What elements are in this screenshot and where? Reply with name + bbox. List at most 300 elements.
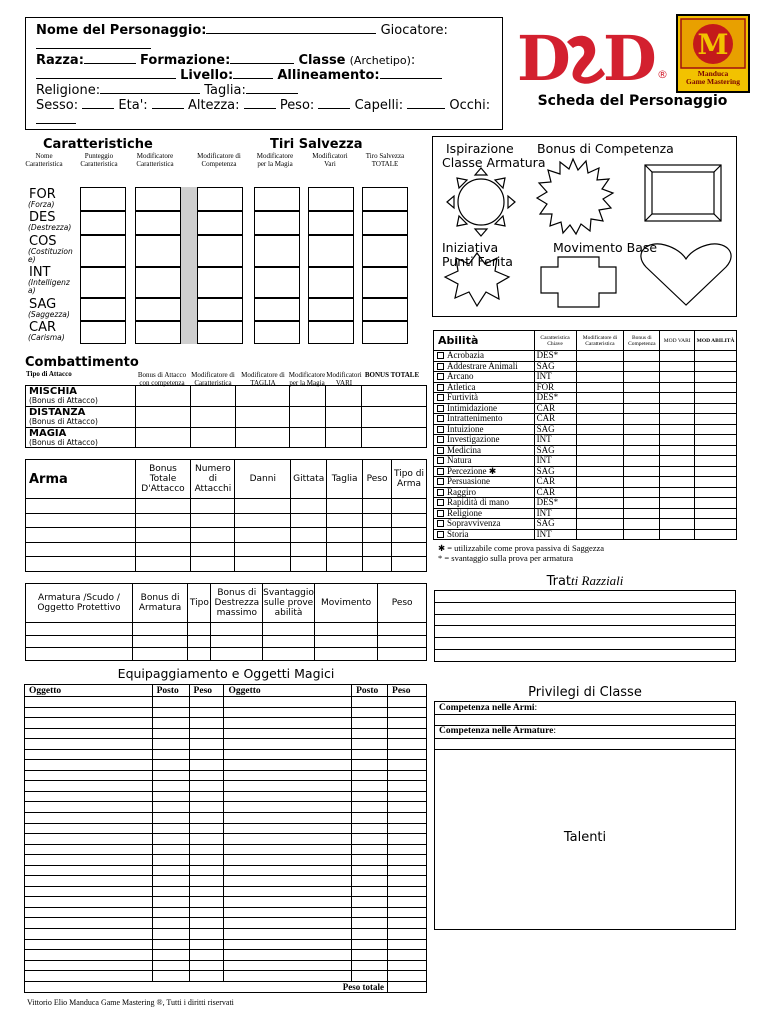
equip-row-cell[interactable]: [189, 929, 224, 940]
equip-row-cell[interactable]: [224, 834, 352, 845]
abilita-value-cell[interactable]: [576, 519, 624, 530]
arma-row-cell[interactable]: [291, 513, 327, 528]
equip-row-cell[interactable]: [25, 791, 153, 802]
equip-row-cell[interactable]: [352, 939, 388, 950]
equip-row-cell[interactable]: [152, 718, 189, 729]
armatura-row-cell[interactable]: [188, 635, 211, 648]
stat-cell-int-5[interactable]: [362, 267, 408, 298]
equip-row-cell[interactable]: [388, 802, 427, 813]
armatura-row-cell[interactable]: [26, 623, 133, 636]
abilita-value-cell[interactable]: [624, 403, 660, 414]
equip-row-cell[interactable]: [25, 907, 153, 918]
equip-row-cell[interactable]: [388, 760, 427, 771]
equip-row-cell[interactable]: [189, 739, 224, 750]
equip-row-cell[interactable]: [352, 876, 388, 887]
abilita-value-cell[interactable]: [695, 498, 737, 509]
arma-row-cell[interactable]: [191, 528, 235, 543]
armatura-row-cell[interactable]: [132, 635, 187, 648]
equip-row-cell[interactable]: [152, 897, 189, 908]
razza-field[interactable]: [84, 53, 136, 64]
stat-cell-for-4[interactable]: [308, 187, 354, 211]
tratto-row-cell[interactable]: [435, 602, 736, 614]
stat-cell-for-3[interactable]: [254, 187, 300, 211]
arma-row-cell[interactable]: [363, 499, 392, 514]
tratto-row-cell[interactable]: [435, 614, 736, 626]
arma-row-cell[interactable]: [135, 528, 191, 543]
equip-row-cell[interactable]: [25, 707, 153, 718]
equip-row-cell[interactable]: [189, 813, 224, 824]
equip-row-cell[interactable]: [25, 718, 153, 729]
equip-row-cell[interactable]: [388, 697, 427, 708]
abilita-value-cell[interactable]: [660, 529, 695, 540]
equip-row-cell[interactable]: [152, 844, 189, 855]
abilita-value-cell[interactable]: [624, 498, 660, 509]
combattimento-value-cell[interactable]: [326, 407, 362, 428]
equip-row-cell[interactable]: [152, 770, 189, 781]
equip-row-cell[interactable]: [152, 739, 189, 750]
equip-row-cell[interactable]: [189, 960, 224, 971]
stat-cell-car-4[interactable]: [308, 321, 354, 344]
equip-row-cell[interactable]: [152, 749, 189, 760]
abilita-checkbox[interactable]: [437, 468, 444, 475]
combattimento-value-cell[interactable]: [235, 386, 290, 407]
abilita-checkbox[interactable]: [437, 415, 444, 422]
equip-row-cell[interactable]: [189, 918, 224, 929]
capelli-field[interactable]: [407, 98, 445, 109]
sesso-field[interactable]: [82, 98, 114, 109]
arma-row-cell[interactable]: [235, 557, 291, 572]
armatura-row-cell[interactable]: [26, 635, 133, 648]
arma-row-cell[interactable]: [392, 499, 427, 514]
armatura-row-cell[interactable]: [263, 623, 315, 636]
equip-row-cell[interactable]: [25, 939, 153, 950]
abilita-checkbox[interactable]: [437, 489, 444, 496]
armatura-row-cell[interactable]: [211, 635, 263, 648]
equip-row-cell[interactable]: [224, 844, 352, 855]
armatura-row-cell[interactable]: [378, 623, 427, 636]
abilita-value-cell[interactable]: [576, 487, 624, 498]
abilita-value-cell[interactable]: [624, 424, 660, 435]
equip-row-cell[interactable]: [224, 813, 352, 824]
stat-cell-car-3[interactable]: [254, 321, 300, 344]
arma-row-cell[interactable]: [191, 513, 235, 528]
armatura-row-cell[interactable]: [314, 635, 377, 648]
equip-row-cell[interactable]: [152, 971, 189, 982]
combattimento-value-cell[interactable]: [290, 428, 326, 448]
armatura-row-cell[interactable]: [188, 648, 211, 661]
stat-cell-cos-2[interactable]: [197, 235, 243, 267]
arma-row-cell[interactable]: [327, 513, 363, 528]
equip-row-cell[interactable]: [189, 865, 224, 876]
equip-row-cell[interactable]: [352, 855, 388, 866]
abilita-value-cell[interactable]: [660, 424, 695, 435]
combattimento-value-cell[interactable]: [135, 386, 190, 407]
abilita-value-cell[interactable]: [624, 435, 660, 446]
arma-row-cell[interactable]: [327, 542, 363, 557]
equip-row-cell[interactable]: [224, 960, 352, 971]
abilita-value-cell[interactable]: [576, 445, 624, 456]
equip-row-cell[interactable]: [388, 770, 427, 781]
stat-cell-des-0[interactable]: [80, 211, 126, 235]
equip-row-cell[interactable]: [224, 749, 352, 760]
abilita-value-cell[interactable]: [660, 477, 695, 488]
stat-cell-car-2[interactable]: [197, 321, 243, 344]
star-icon[interactable]: [445, 253, 509, 306]
equip-row-cell[interactable]: [189, 876, 224, 887]
equip-row-cell[interactable]: [352, 823, 388, 834]
combattimento-value-cell[interactable]: [362, 428, 427, 448]
combattimento-value-cell[interactable]: [135, 407, 190, 428]
stat-cell-car-1[interactable]: [135, 321, 181, 344]
abilita-value-cell[interactable]: [624, 487, 660, 498]
stat-cell-for-1[interactable]: [135, 187, 181, 211]
stat-cell-sag-4[interactable]: [308, 298, 354, 321]
abilita-checkbox[interactable]: [437, 520, 444, 527]
equip-row-cell[interactable]: [152, 918, 189, 929]
abilita-value-cell[interactable]: [624, 445, 660, 456]
equip-row-cell[interactable]: [388, 855, 427, 866]
equip-row-cell[interactable]: [152, 876, 189, 887]
arma-row-cell[interactable]: [191, 542, 235, 557]
equip-row-cell[interactable]: [388, 971, 427, 982]
arma-row-cell[interactable]: [26, 513, 136, 528]
equip-row-cell[interactable]: [25, 834, 153, 845]
equip-row-cell[interactable]: [189, 749, 224, 760]
abilita-checkbox[interactable]: [437, 384, 444, 391]
arma-row-cell[interactable]: [327, 557, 363, 572]
nome-field[interactable]: [206, 23, 376, 34]
equip-row-cell[interactable]: [224, 718, 352, 729]
equip-row-cell[interactable]: [352, 697, 388, 708]
abilita-value-cell[interactable]: [695, 414, 737, 425]
tratto-row-cell[interactable]: [435, 626, 736, 638]
equip-row-cell[interactable]: [189, 855, 224, 866]
abilita-value-cell[interactable]: [624, 382, 660, 393]
combattimento-value-cell[interactable]: [190, 386, 235, 407]
equip-row-cell[interactable]: [25, 865, 153, 876]
equip-row-cell[interactable]: [388, 718, 427, 729]
equip-row-cell[interactable]: [224, 939, 352, 950]
abilita-checkbox[interactable]: [437, 363, 444, 370]
stat-cell-for-5[interactable]: [362, 187, 408, 211]
equip-row-cell[interactable]: [152, 823, 189, 834]
arma-row-cell[interactable]: [235, 499, 291, 514]
combattimento-value-cell[interactable]: [190, 428, 235, 448]
equip-row-cell[interactable]: [388, 813, 427, 824]
livello-field[interactable]: [233, 68, 273, 79]
arma-row-cell[interactable]: [327, 499, 363, 514]
equip-row-cell[interactable]: [224, 707, 352, 718]
abilita-value-cell[interactable]: [576, 403, 624, 414]
armatura-row-cell[interactable]: [211, 623, 263, 636]
arma-row-cell[interactable]: [135, 499, 191, 514]
armatura-row-cell[interactable]: [211, 648, 263, 661]
starburst-icon[interactable]: [537, 159, 613, 234]
equip-row-cell[interactable]: [189, 760, 224, 771]
equip-row-cell[interactable]: [352, 739, 388, 750]
equip-row-cell[interactable]: [25, 697, 153, 708]
abilita-value-cell[interactable]: [660, 498, 695, 509]
arma-row-cell[interactable]: [291, 528, 327, 543]
abilita-value-cell[interactable]: [624, 393, 660, 404]
abilita-value-cell[interactable]: [624, 372, 660, 383]
equip-row-cell[interactable]: [224, 781, 352, 792]
combattimento-value-cell[interactable]: [235, 428, 290, 448]
arma-row-cell[interactable]: [235, 513, 291, 528]
equip-row-cell[interactable]: [388, 823, 427, 834]
equip-row-cell[interactable]: [152, 728, 189, 739]
abilita-value-cell[interactable]: [624, 361, 660, 372]
equip-row-cell[interactable]: [25, 876, 153, 887]
equip-row-cell[interactable]: [25, 802, 153, 813]
equip-row-cell[interactable]: [152, 855, 189, 866]
equip-row-cell[interactable]: [25, 971, 153, 982]
abilita-value-cell[interactable]: [660, 456, 695, 467]
equip-row-cell[interactable]: [388, 865, 427, 876]
abilita-value-cell[interactable]: [624, 414, 660, 425]
armatura-row-cell[interactable]: [263, 648, 315, 661]
abilita-value-cell[interactable]: [624, 529, 660, 540]
equip-row-cell[interactable]: [224, 865, 352, 876]
equip-row-cell[interactable]: [152, 950, 189, 961]
equip-row-cell[interactable]: [352, 707, 388, 718]
stat-cell-car-0[interactable]: [80, 321, 126, 344]
sun-icon[interactable]: [447, 168, 515, 236]
equip-row-cell[interactable]: [352, 907, 388, 918]
equip-row-cell[interactable]: [224, 823, 352, 834]
abilita-value-cell[interactable]: [576, 372, 624, 383]
combattimento-value-cell[interactable]: [326, 428, 362, 448]
equip-row-cell[interactable]: [189, 971, 224, 982]
armatura-row-cell[interactable]: [188, 623, 211, 636]
equip-row-cell[interactable]: [224, 950, 352, 961]
abilita-checkbox[interactable]: [437, 531, 444, 538]
giocatore-field[interactable]: [36, 38, 151, 49]
equip-row-cell[interactable]: [352, 791, 388, 802]
stat-cell-des-3[interactable]: [254, 211, 300, 235]
arma-row-cell[interactable]: [135, 513, 191, 528]
abilita-checkbox[interactable]: [437, 436, 444, 443]
combattimento-value-cell[interactable]: [135, 428, 190, 448]
equip-row-cell[interactable]: [189, 939, 224, 950]
arma-row-cell[interactable]: [291, 557, 327, 572]
abilita-value-cell[interactable]: [576, 498, 624, 509]
equip-row-cell[interactable]: [388, 897, 427, 908]
stat-cell-des-4[interactable]: [308, 211, 354, 235]
abilita-value-cell[interactable]: [660, 351, 695, 362]
abilita-value-cell[interactable]: [576, 424, 624, 435]
stat-cell-for-2[interactable]: [197, 187, 243, 211]
equip-row-cell[interactable]: [152, 939, 189, 950]
equip-row-cell[interactable]: [352, 813, 388, 824]
armatura-row-cell[interactable]: [132, 648, 187, 661]
equip-row-cell[interactable]: [352, 886, 388, 897]
taglia-field[interactable]: [246, 83, 298, 94]
equip-row-cell[interactable]: [224, 855, 352, 866]
abilita-value-cell[interactable]: [624, 477, 660, 488]
stat-cell-cos-4[interactable]: [308, 235, 354, 267]
equip-row-cell[interactable]: [25, 770, 153, 781]
abilita-value-cell[interactable]: [660, 487, 695, 498]
abilita-value-cell[interactable]: [660, 445, 695, 456]
abilita-value-cell[interactable]: [695, 445, 737, 456]
abilita-value-cell[interactable]: [695, 351, 737, 362]
abilita-checkbox[interactable]: [437, 405, 444, 412]
tratto-row-cell[interactable]: [435, 638, 736, 650]
abilita-value-cell[interactable]: [660, 382, 695, 393]
equip-row-cell[interactable]: [189, 718, 224, 729]
abilita-value-cell[interactable]: [660, 393, 695, 404]
equip-row-cell[interactable]: [25, 950, 153, 961]
stat-cell-des-2[interactable]: [197, 211, 243, 235]
abilita-value-cell[interactable]: [576, 414, 624, 425]
combattimento-value-cell[interactable]: [290, 407, 326, 428]
equip-row-cell[interactable]: [25, 855, 153, 866]
arma-row-cell[interactable]: [135, 557, 191, 572]
equip-row-cell[interactable]: [25, 760, 153, 771]
equip-row-cell[interactable]: [388, 929, 427, 940]
armatura-row-cell[interactable]: [378, 635, 427, 648]
abilita-value-cell[interactable]: [624, 519, 660, 530]
arma-row-cell[interactable]: [363, 513, 392, 528]
equip-row-cell[interactable]: [388, 907, 427, 918]
abilita-value-cell[interactable]: [695, 529, 737, 540]
equip-row-cell[interactable]: [25, 897, 153, 908]
armatura-row-cell[interactable]: [314, 648, 377, 661]
abilita-value-cell[interactable]: [624, 508, 660, 519]
abilita-value-cell[interactable]: [695, 403, 737, 414]
equip-row-cell[interactable]: [189, 886, 224, 897]
arma-row-cell[interactable]: [363, 528, 392, 543]
equip-row-cell[interactable]: [189, 707, 224, 718]
abilita-value-cell[interactable]: [576, 393, 624, 404]
abilita-value-cell[interactable]: [695, 487, 737, 498]
abilita-value-cell[interactable]: [660, 372, 695, 383]
abilita-value-cell[interactable]: [660, 403, 695, 414]
stat-cell-des-1[interactable]: [135, 211, 181, 235]
abilita-checkbox[interactable]: [437, 510, 444, 517]
equip-row-cell[interactable]: [152, 960, 189, 971]
stat-cell-car-5[interactable]: [362, 321, 408, 344]
arma-row-cell[interactable]: [26, 542, 136, 557]
equip-row-cell[interactable]: [352, 897, 388, 908]
equip-row-cell[interactable]: [224, 886, 352, 897]
equip-row-cell[interactable]: [352, 929, 388, 940]
combattimento-value-cell[interactable]: [235, 407, 290, 428]
equip-row-cell[interactable]: [388, 886, 427, 897]
arma-row-cell[interactable]: [363, 557, 392, 572]
equip-row-cell[interactable]: [352, 834, 388, 845]
abilita-value-cell[interactable]: [576, 529, 624, 540]
equip-row-cell[interactable]: [152, 760, 189, 771]
equip-row-cell[interactable]: [25, 781, 153, 792]
religione-field[interactable]: [100, 83, 200, 94]
combattimento-value-cell[interactable]: [290, 386, 326, 407]
abilita-value-cell[interactable]: [660, 466, 695, 477]
arma-row-cell[interactable]: [191, 557, 235, 572]
equip-row-cell[interactable]: [189, 728, 224, 739]
equip-row-cell[interactable]: [388, 834, 427, 845]
equip-row-cell[interactable]: [352, 718, 388, 729]
equip-row-cell[interactable]: [25, 918, 153, 929]
equip-row-cell[interactable]: [224, 897, 352, 908]
stat-cell-cos-1[interactable]: [135, 235, 181, 267]
abilita-value-cell[interactable]: [624, 351, 660, 362]
stat-cell-int-4[interactable]: [308, 267, 354, 298]
equip-row-cell[interactable]: [25, 929, 153, 940]
equip-row-cell[interactable]: [388, 876, 427, 887]
equip-row-cell[interactable]: [352, 960, 388, 971]
equip-row-cell[interactable]: [189, 802, 224, 813]
equip-row-cell[interactable]: [152, 791, 189, 802]
equip-row-cell[interactable]: [352, 971, 388, 982]
stat-cell-cos-3[interactable]: [254, 235, 300, 267]
abilita-checkbox[interactable]: [437, 373, 444, 380]
arma-row-cell[interactable]: [235, 528, 291, 543]
equip-row-cell[interactable]: [224, 918, 352, 929]
tratto-row-cell[interactable]: [435, 649, 736, 661]
stat-cell-sag-2[interactable]: [197, 298, 243, 321]
equip-row-cell[interactable]: [388, 960, 427, 971]
arma-row-cell[interactable]: [235, 542, 291, 557]
equip-row-cell[interactable]: [224, 770, 352, 781]
abilita-value-cell[interactable]: [576, 508, 624, 519]
armatura-row-cell[interactable]: [314, 623, 377, 636]
arma-row-cell[interactable]: [392, 557, 427, 572]
arma-row-cell[interactable]: [291, 499, 327, 514]
abilita-value-cell[interactable]: [624, 456, 660, 467]
abilita-value-cell[interactable]: [576, 361, 624, 372]
abilita-value-cell[interactable]: [695, 466, 737, 477]
equip-row-cell[interactable]: [388, 939, 427, 950]
equip-row-cell[interactable]: [25, 823, 153, 834]
equip-row-cell[interactable]: [352, 781, 388, 792]
occhi-field[interactable]: [36, 113, 76, 124]
equip-row-cell[interactable]: [388, 781, 427, 792]
equip-row-cell[interactable]: [388, 739, 427, 750]
abilita-checkbox[interactable]: [437, 478, 444, 485]
abilita-value-cell[interactable]: [695, 361, 737, 372]
stat-cell-cos-0[interactable]: [80, 235, 126, 267]
equip-row-cell[interactable]: [352, 770, 388, 781]
stat-cell-cos-5[interactable]: [362, 235, 408, 267]
abilita-value-cell[interactable]: [576, 435, 624, 446]
abilita-value-cell[interactable]: [576, 477, 624, 488]
equip-row-cell[interactable]: [152, 886, 189, 897]
equip-row-cell[interactable]: [189, 834, 224, 845]
equip-row-cell[interactable]: [224, 728, 352, 739]
abilita-checkbox[interactable]: [437, 394, 444, 401]
equip-row-cell[interactable]: [352, 950, 388, 961]
equip-row-cell[interactable]: [224, 791, 352, 802]
peso-field[interactable]: [318, 98, 350, 109]
eta-field[interactable]: [152, 98, 184, 109]
equip-row-cell[interactable]: [25, 739, 153, 750]
equip-row-cell[interactable]: [189, 770, 224, 781]
abilita-value-cell[interactable]: [695, 519, 737, 530]
stat-cell-for-0[interactable]: [80, 187, 126, 211]
peso-totale-value[interactable]: [388, 981, 427, 992]
stat-cell-des-5[interactable]: [362, 211, 408, 235]
equip-row-cell[interactable]: [152, 929, 189, 940]
equip-row-cell[interactable]: [224, 907, 352, 918]
equip-row-cell[interactable]: [152, 697, 189, 708]
stat-cell-sag-0[interactable]: [80, 298, 126, 321]
abilita-value-cell[interactable]: [695, 382, 737, 393]
equip-row-cell[interactable]: [352, 865, 388, 876]
abilita-value-cell[interactable]: [576, 466, 624, 477]
abilita-checkbox[interactable]: [437, 352, 444, 359]
